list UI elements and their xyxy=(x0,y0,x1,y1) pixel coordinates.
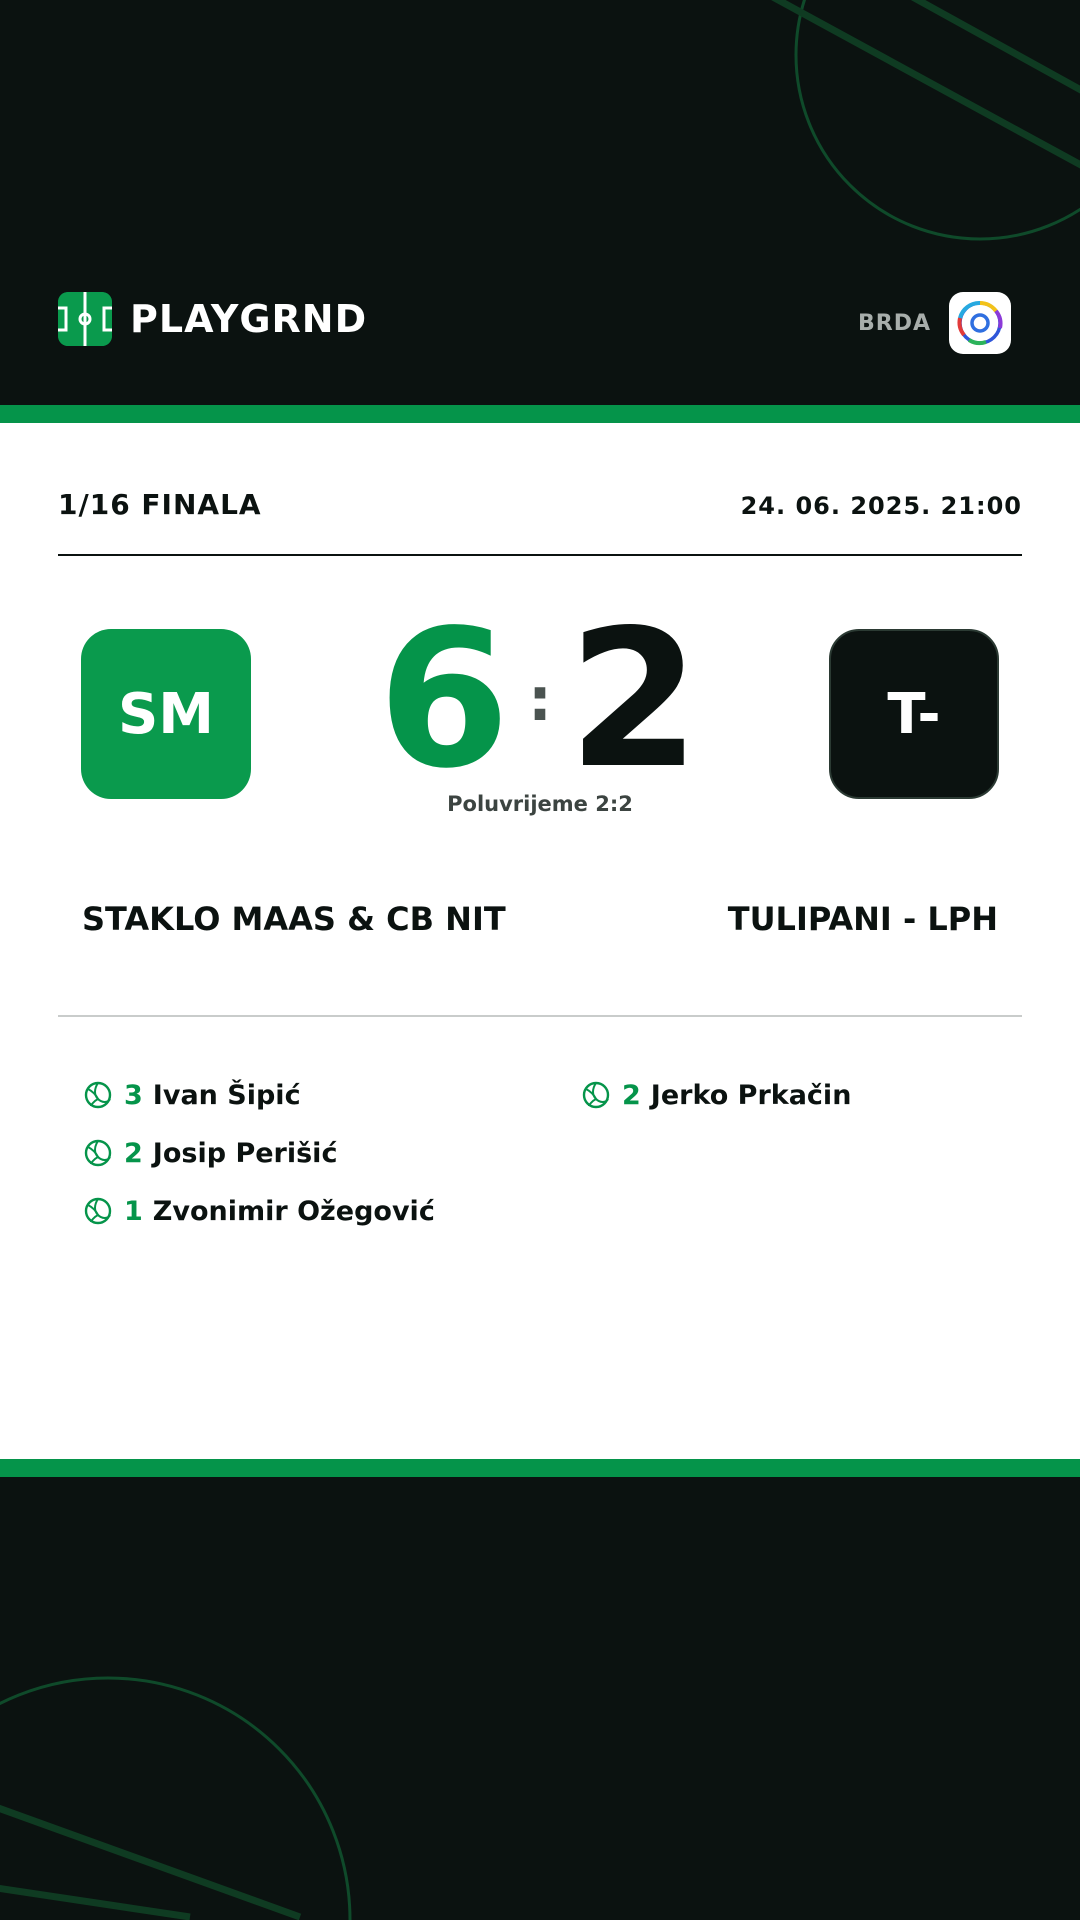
home-score: 6 xyxy=(377,589,510,810)
accent-stripe-top xyxy=(0,405,1080,423)
league[interactable] xyxy=(858,292,1011,354)
score-separator: : xyxy=(528,665,552,735)
soccer-ball-icon xyxy=(84,1081,112,1109)
brand[interactable] xyxy=(58,292,367,346)
round-label: 1/16 FINALA xyxy=(58,488,262,521)
player-name: Zvonimir Ožegović xyxy=(152,1195,435,1227)
soccer-ball-icon xyxy=(84,1139,112,1167)
brand-name: PLAYGRND xyxy=(130,297,368,341)
scorer-row xyxy=(84,1124,435,1182)
goal-count: 1 xyxy=(124,1195,143,1227)
player-name: Josip Perišić xyxy=(152,1137,338,1169)
pitch-icon xyxy=(58,292,112,346)
player-name: Ivan Šipić xyxy=(152,1079,301,1111)
pitch-decoration-bottom xyxy=(0,1477,1080,1920)
accent-stripe-bottom xyxy=(0,1459,1080,1477)
league-name: BRDA xyxy=(858,310,931,336)
divider xyxy=(58,554,1022,556)
player-name: Jerko Prkačin xyxy=(650,1079,852,1111)
away-scorers xyxy=(582,1066,851,1124)
divider-light xyxy=(58,1015,1022,1017)
hero-bottom xyxy=(0,1477,1080,1920)
soccer-ball-icon xyxy=(582,1081,610,1109)
scorer-row xyxy=(84,1066,435,1124)
home-team-name[interactable]: STAKLO MAAS & CB NIT xyxy=(82,900,506,938)
away-team-name[interactable]: TULIPANI - LPH xyxy=(727,900,998,938)
home-scorers xyxy=(84,1066,435,1240)
soccer-ball-icon xyxy=(84,1197,112,1225)
league-ring-icon xyxy=(955,298,1005,348)
hero-top xyxy=(0,0,1080,405)
home-team-badge[interactable]: SM xyxy=(81,629,251,799)
away-score: 2 xyxy=(568,589,701,810)
goal-count: 2 xyxy=(124,1137,143,1169)
away-team-badge[interactable]: T- xyxy=(829,629,999,799)
match-datetime: 24. 06. 2025. 21:00 xyxy=(740,492,1022,520)
goal-count: 3 xyxy=(124,1079,143,1111)
scorer-row xyxy=(84,1182,435,1240)
scorer-row xyxy=(582,1066,851,1124)
goal-count: 2 xyxy=(622,1079,641,1111)
match-card xyxy=(0,423,1080,1459)
league-badge xyxy=(949,292,1011,354)
halftime-score: Poluvrijeme 2:2 xyxy=(447,792,633,816)
